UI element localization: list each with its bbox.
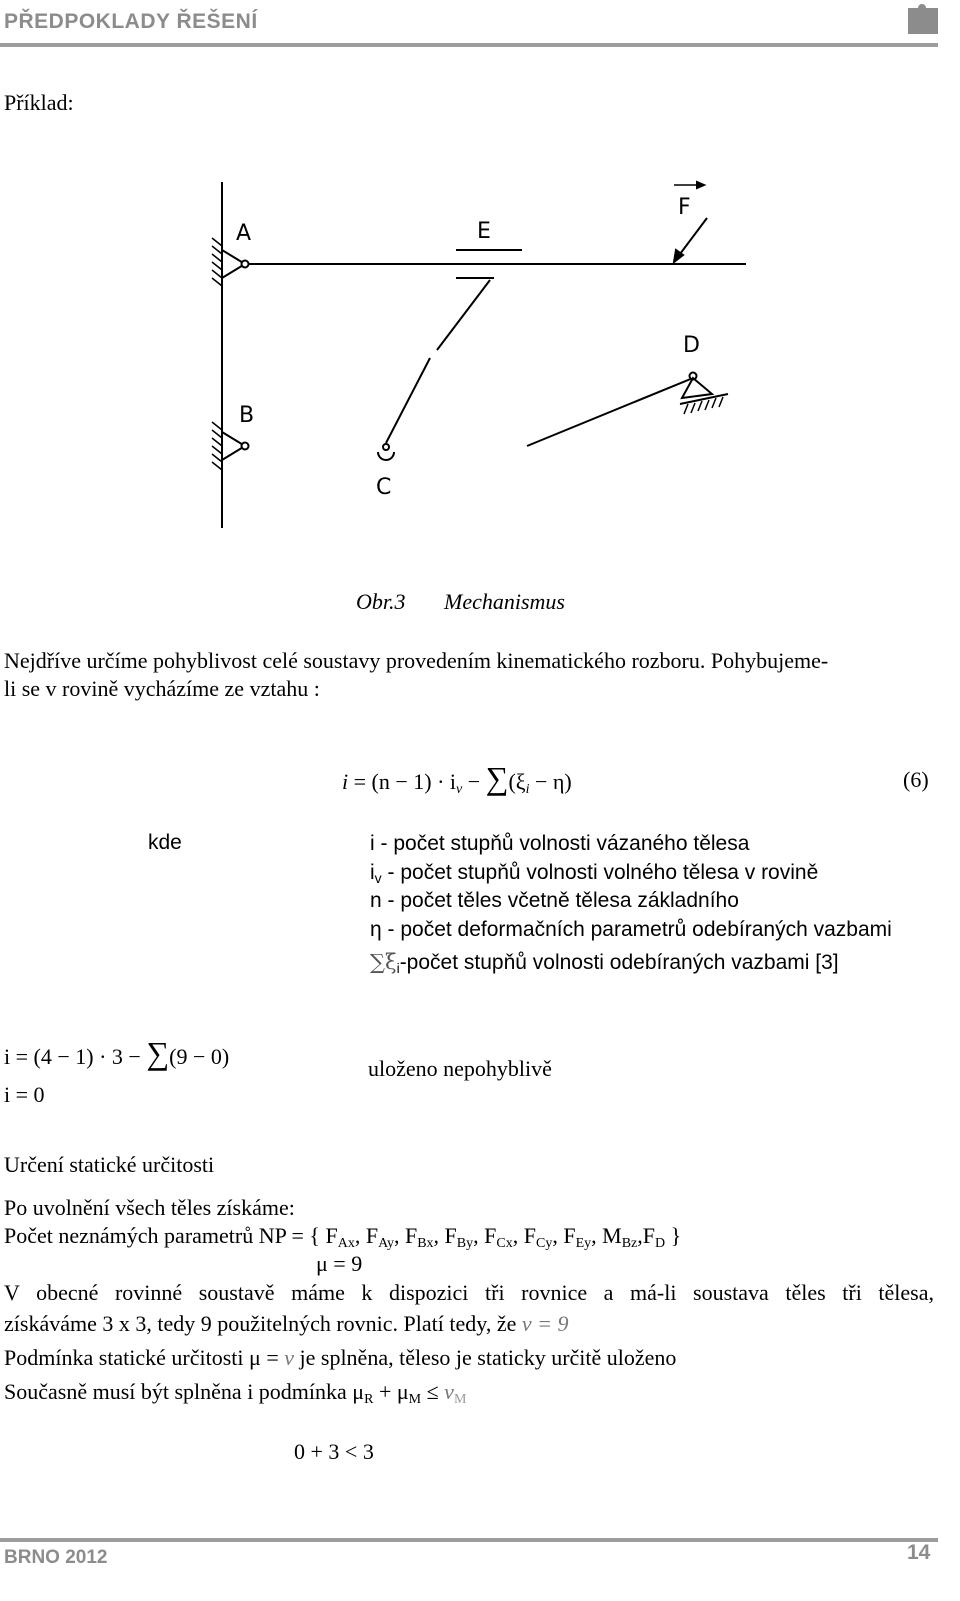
footer-rule bbox=[0, 1538, 938, 1542]
page-number: 14 bbox=[907, 1541, 931, 1564]
static-p4: Současně musí být splněna i podmínka $\mu_R + \mu_M \le \nu_M$ bbox=[4, 1379, 467, 1407]
label-f: F bbox=[678, 195, 691, 220]
figure-caption-number: Obr.3 bbox=[356, 589, 406, 614]
np-item: $F_D$ bbox=[642, 1223, 666, 1251]
static-p3: Podmínka statické určitosti μ = ν je splněna, těleso je staticky určitě uloženo bbox=[4, 1345, 677, 1370]
label-a: A bbox=[236, 221, 252, 246]
example-label: Příklad: bbox=[4, 90, 74, 115]
intro-line-2: li se v rovině vycházíme ze vztahu : bbox=[4, 676, 320, 701]
label-b: B bbox=[239, 403, 255, 428]
calc-line-1: i = (4 − 1) · 3 − ∑(9 − 0) bbox=[4, 1035, 230, 1071]
np-item: $F_{Ax}$ bbox=[325, 1223, 355, 1251]
np-item: $F_{Ay}$ bbox=[365, 1223, 394, 1251]
mechanism-figure bbox=[200, 170, 760, 540]
np-item: $M_{Bz}$ bbox=[602, 1223, 638, 1251]
np-line: Počet neznámých parametrů NP = { $F_{Ax}$, $F_{Ay}$, $F_{Bx}$, $F_{By}$, $F_{Cx}$, $F_{Cy}$, $F_{Ey}$, $M_{Bz},F_D$ } bbox=[4, 1223, 682, 1251]
static-p2-line2: získáváme 3 x 3, tedy 9 použitelných rovnic. Platí tedy, že ν = 9 bbox=[4, 1311, 569, 1336]
intro-line-1: Nejdříve určíme pohyblivost celé soustavy provedením kinematického rozboru. Pohybujeme- bbox=[4, 648, 829, 673]
np-item: $F_{Ey}$ bbox=[563, 1223, 592, 1251]
definition-item: $\sum\xi_i$-počet stupňů volnosti odebíraných vazbami [3] bbox=[370, 950, 839, 976]
calc-line-2: i = 0 bbox=[4, 1082, 45, 1107]
definitions-list bbox=[370, 830, 892, 978]
definition-item: η - počet deformačních parametrů odebíraných vazbami bbox=[370, 917, 892, 941]
footer-left: BRNO 2012 bbox=[4, 1547, 108, 1568]
header-title: PŘEDPOKLADY ŘEŠENÍ bbox=[4, 10, 258, 33]
label-e: E bbox=[477, 219, 491, 244]
static-p1: Po uvolnění všech těles získáme: bbox=[4, 1195, 295, 1220]
kde-label: kde bbox=[148, 831, 182, 854]
formula-number: (6) bbox=[903, 767, 929, 792]
np-item: $F_{By}$ bbox=[444, 1223, 474, 1251]
np-item: $F_{Cx}$ bbox=[484, 1223, 513, 1251]
static-p2-line1: V obecné rovinné soustavě máme k dispozici tři rovnice a má-li soustava těles tři tělesa, bbox=[4, 1280, 934, 1305]
np-item: $F_{Bx}$ bbox=[404, 1223, 434, 1251]
puzzle-logo-icon bbox=[908, 4, 938, 34]
calc-note: uloženo nepohyblivě bbox=[368, 1056, 552, 1081]
static-heading: Určení statické určitosti bbox=[4, 1152, 215, 1177]
mu-value: μ = 9 bbox=[316, 1251, 363, 1276]
np-item: $F_{Cy}$ bbox=[523, 1223, 553, 1251]
label-d: D bbox=[683, 333, 700, 358]
header-rule bbox=[0, 43, 938, 47]
definition-item: i - počet stupňů volnosti vázaného tělesa bbox=[370, 832, 750, 855]
inequality: 0 + 3 < 3 bbox=[294, 1439, 374, 1464]
label-c: C bbox=[376, 475, 392, 500]
definition-item: $i_v$ - počet stupňů volnosti volného tělesa v rovině bbox=[370, 860, 819, 886]
figure-caption-text: Mechanismus bbox=[444, 589, 565, 614]
definition-item: n - počet těles včetně tělesa základního bbox=[370, 889, 739, 912]
formula-6: $i = (n - 1) \cdot i_v - \sum(\xi_i - \eta)$ bbox=[342, 760, 572, 797]
